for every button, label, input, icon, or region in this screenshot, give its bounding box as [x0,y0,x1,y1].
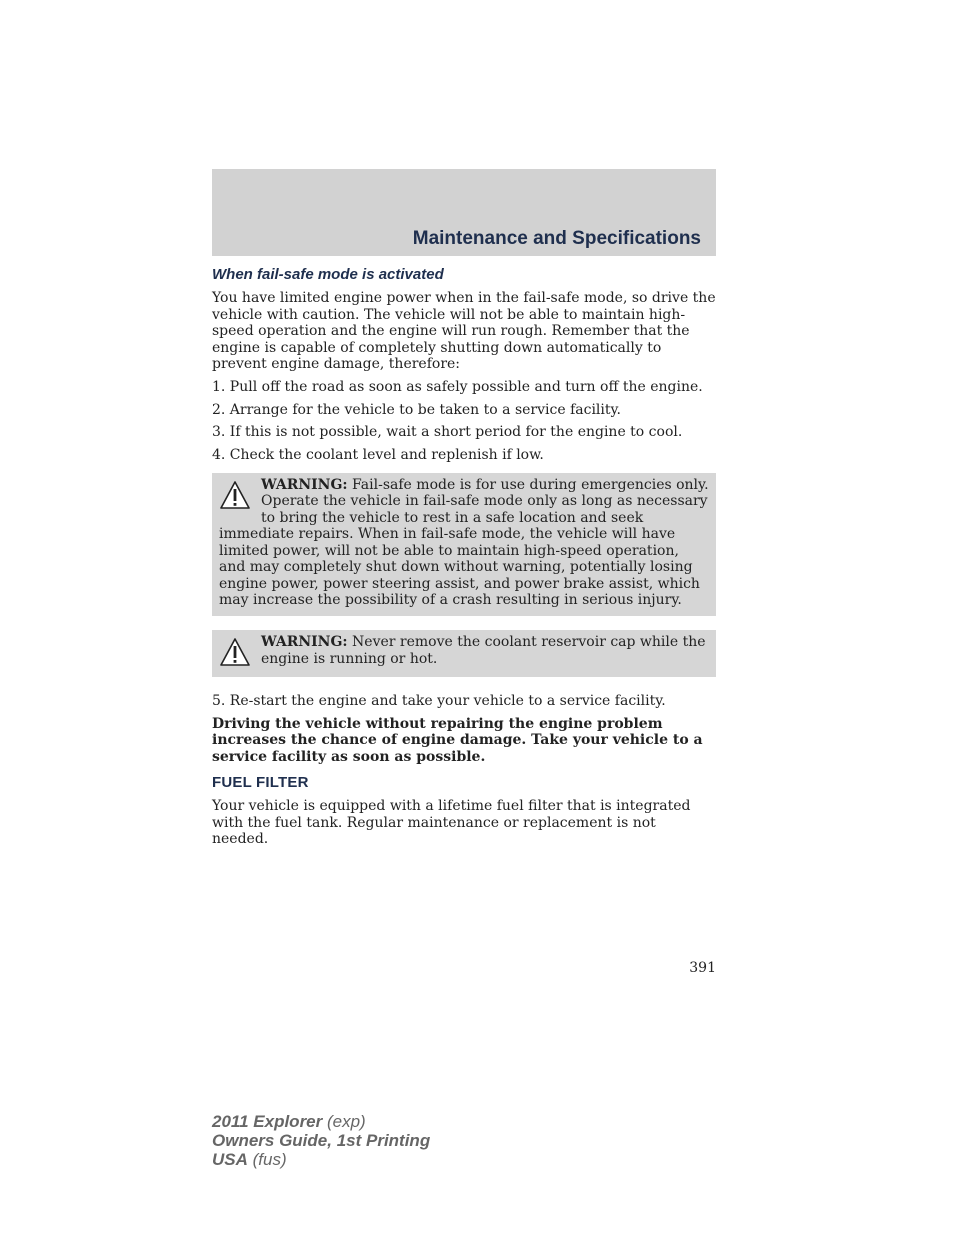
footer [212,1112,430,1169]
warning-box-failsafe [212,473,716,616]
warning-text: Never remove the coolant reservoir cap while the engine is running or hot. [261,634,706,667]
step-2: 2. Arrange for the vehicle to be taken to a service facility. [212,401,622,418]
warning-label: WARNING: [261,477,348,494]
chapter-title: Maintenance and Specifications [412,228,701,249]
warning-text: Fail-safe mode is for use during emergencies only. Operate the vehicle in fail-safe mode only as long as necessary to bring the vehicle to rest in a safe location and seek immediate repairs. When in fail-safe mode, the vehicle will have limited power, will not be able to maintain high-speed operation, and may completely shut down without warning, potentially losing engine power, power steering assist, and power brake assist, which may increase the possibility of a crash resulting in serious injury. [219,477,709,608]
footer-line-1: 2011 Explorer (exp) [212,1112,366,1131]
step-5: 5. Re-start the engine and take your vehicle to a service facility. [212,693,666,710]
footer-line-2: Owners Guide, 1st Printing [212,1131,431,1150]
section-heading-fuel-filter: FUEL FILTER [212,773,309,791]
step-1: 1. Pull off the road as soon as safely possible and turn off the engine. [212,379,703,396]
header-band [212,169,716,256]
subsection-heading: When fail-safe mode is activated [212,266,444,283]
page-content [212,267,716,855]
page-number: 391 [689,960,716,976]
warning-box-coolant [212,630,716,677]
footer-line-3: USA (fus) [212,1150,287,1169]
warning-triangle-icon [219,637,251,667]
warning-triangle-icon [219,480,251,510]
step-4: 4. Check the coolant level and replenish if low. [212,446,544,463]
warning-label: WARNING: [261,634,348,651]
fuel-filter-paragraph: Your vehicle is equipped with a lifetime fuel filter that is integrated with the fuel tank. Regular maintenance or replacement is not needed. [212,798,691,848]
step-3: 3. If this is not possible, wait a short period for the engine to cool. [212,424,683,441]
intro-paragraph: You have limited engine power when in the fail-safe mode, so drive the vehicle with caution. The vehicle will not be able to maintain high-speed operation and the engine will run rough. Remember that the engine is capable of completely shutting down automatically to prevent engine damage, therefore: [212,290,716,373]
bold-note: Driving the vehicle without repairing the engine problem increases the chance of engine damage. Take your vehicle to a service facility as soon as possible. [212,715,703,765]
